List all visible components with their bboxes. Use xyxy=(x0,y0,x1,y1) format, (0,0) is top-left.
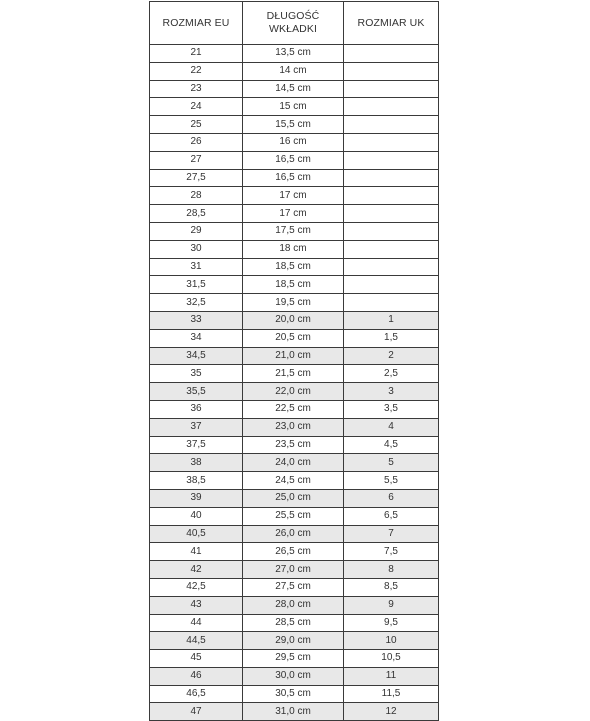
uk-size-cell: 2,5 xyxy=(344,365,439,383)
eu-size-cell: 37,5 xyxy=(150,436,243,454)
eu-size-cell: 38 xyxy=(150,454,243,472)
insole-length-cell: 18,5 cm xyxy=(243,258,344,276)
eu-size-cell: 32,5 xyxy=(150,294,243,312)
eu-size-cell: 25 xyxy=(150,116,243,134)
insole-length-cell: 18 cm xyxy=(243,240,344,258)
eu-size-cell: 23 xyxy=(150,80,243,98)
insole-length-cell: 16,5 cm xyxy=(243,169,344,187)
eu-size-cell: 21 xyxy=(150,45,243,63)
uk-size-cell: 3 xyxy=(344,383,439,401)
eu-size-cell: 33 xyxy=(150,311,243,329)
insole-length-cell: 16,5 cm xyxy=(243,151,344,169)
table-row xyxy=(150,240,439,258)
table-row xyxy=(150,543,439,561)
eu-size-cell: 39 xyxy=(150,489,243,507)
header-uk-size: ROZMIAR UK xyxy=(344,2,439,45)
uk-size-cell: 5 xyxy=(344,454,439,472)
eu-size-cell: 37 xyxy=(150,418,243,436)
eu-size-cell: 45 xyxy=(150,650,243,668)
uk-size-cell xyxy=(344,240,439,258)
table-row xyxy=(150,258,439,276)
eu-size-cell: 29 xyxy=(150,222,243,240)
uk-size-cell xyxy=(344,258,439,276)
eu-size-cell: 47 xyxy=(150,703,243,721)
table-row xyxy=(150,383,439,401)
uk-size-cell: 4,5 xyxy=(344,436,439,454)
uk-size-cell: 10,5 xyxy=(344,650,439,668)
uk-size-cell xyxy=(344,169,439,187)
table-row xyxy=(150,685,439,703)
insole-length-cell: 27,5 cm xyxy=(243,578,344,596)
uk-size-cell: 6 xyxy=(344,489,439,507)
uk-size-cell: 7 xyxy=(344,525,439,543)
insole-length-cell: 26,0 cm xyxy=(243,525,344,543)
uk-size-cell xyxy=(344,205,439,223)
insole-length-cell: 24,0 cm xyxy=(243,454,344,472)
table-row xyxy=(150,80,439,98)
uk-size-cell: 8 xyxy=(344,561,439,579)
uk-size-cell xyxy=(344,151,439,169)
uk-size-cell: 9,5 xyxy=(344,614,439,632)
uk-size-cell: 7,5 xyxy=(344,543,439,561)
table-row xyxy=(150,45,439,63)
table-row xyxy=(150,703,439,721)
table-row xyxy=(150,276,439,294)
size-chart xyxy=(149,1,438,721)
table-row xyxy=(150,472,439,490)
insole-length-cell: 29,0 cm xyxy=(243,632,344,650)
eu-size-cell: 46,5 xyxy=(150,685,243,703)
header-insole-length: DŁUGOŚĆ WKŁADKI xyxy=(243,2,344,45)
insole-length-cell: 25,5 cm xyxy=(243,507,344,525)
insole-length-cell: 22,0 cm xyxy=(243,383,344,401)
insole-length-cell: 23,5 cm xyxy=(243,436,344,454)
table-row xyxy=(150,205,439,223)
table-row xyxy=(150,116,439,134)
header-eu-size: ROZMIAR EU xyxy=(150,2,243,45)
uk-size-cell: 8,5 xyxy=(344,578,439,596)
uk-size-cell xyxy=(344,276,439,294)
table-row xyxy=(150,222,439,240)
insole-length-cell: 28,5 cm xyxy=(243,614,344,632)
table-row xyxy=(150,596,439,614)
insole-length-cell: 29,5 cm xyxy=(243,650,344,668)
eu-size-cell: 40 xyxy=(150,507,243,525)
uk-size-cell xyxy=(344,116,439,134)
table-row xyxy=(150,614,439,632)
uk-size-cell: 11,5 xyxy=(344,685,439,703)
table-row xyxy=(150,151,439,169)
eu-size-cell: 28 xyxy=(150,187,243,205)
uk-size-cell xyxy=(344,98,439,116)
insole-length-cell: 24,5 cm xyxy=(243,472,344,490)
eu-size-cell: 31,5 xyxy=(150,276,243,294)
eu-size-cell: 36 xyxy=(150,400,243,418)
insole-length-cell: 25,0 cm xyxy=(243,489,344,507)
uk-size-cell xyxy=(344,187,439,205)
table-row xyxy=(150,62,439,80)
table-row xyxy=(150,400,439,418)
eu-size-cell: 43 xyxy=(150,596,243,614)
table-row xyxy=(150,525,439,543)
uk-size-cell xyxy=(344,294,439,312)
uk-size-cell xyxy=(344,45,439,63)
eu-size-cell: 35 xyxy=(150,365,243,383)
uk-size-cell: 6,5 xyxy=(344,507,439,525)
eu-size-cell: 38,5 xyxy=(150,472,243,490)
eu-size-cell: 26 xyxy=(150,133,243,151)
insole-length-cell: 14 cm xyxy=(243,62,344,80)
uk-size-cell: 10 xyxy=(344,632,439,650)
table-row xyxy=(150,454,439,472)
table-row xyxy=(150,489,439,507)
table-row xyxy=(150,311,439,329)
eu-size-cell: 42,5 xyxy=(150,578,243,596)
uk-size-cell: 4 xyxy=(344,418,439,436)
insole-length-cell: 21,0 cm xyxy=(243,347,344,365)
uk-size-cell xyxy=(344,80,439,98)
table-row xyxy=(150,365,439,383)
eu-size-cell: 41 xyxy=(150,543,243,561)
uk-size-cell: 2 xyxy=(344,347,439,365)
uk-size-cell: 1 xyxy=(344,311,439,329)
eu-size-cell: 27 xyxy=(150,151,243,169)
table-row xyxy=(150,133,439,151)
insole-length-cell: 21,5 cm xyxy=(243,365,344,383)
eu-size-cell: 44 xyxy=(150,614,243,632)
table-row xyxy=(150,329,439,347)
uk-size-cell xyxy=(344,222,439,240)
table-row xyxy=(150,650,439,668)
size-table-body xyxy=(150,45,439,721)
eu-size-cell: 42 xyxy=(150,561,243,579)
insole-length-cell: 13,5 cm xyxy=(243,45,344,63)
insole-length-cell: 23,0 cm xyxy=(243,418,344,436)
insole-length-cell: 15 cm xyxy=(243,98,344,116)
insole-length-cell: 19,5 cm xyxy=(243,294,344,312)
table-row xyxy=(150,667,439,685)
insole-length-cell: 22,5 cm xyxy=(243,400,344,418)
eu-size-cell: 31 xyxy=(150,258,243,276)
table-row xyxy=(150,418,439,436)
insole-length-cell: 31,0 cm xyxy=(243,703,344,721)
insole-length-cell: 17 cm xyxy=(243,205,344,223)
insole-length-cell: 30,5 cm xyxy=(243,685,344,703)
insole-length-cell: 28,0 cm xyxy=(243,596,344,614)
insole-length-cell: 16 cm xyxy=(243,133,344,151)
eu-size-cell: 30 xyxy=(150,240,243,258)
table-row xyxy=(150,98,439,116)
eu-size-cell: 24 xyxy=(150,98,243,116)
table-row xyxy=(150,632,439,650)
eu-size-cell: 34 xyxy=(150,329,243,347)
uk-size-cell: 12 xyxy=(344,703,439,721)
table-row xyxy=(150,294,439,312)
insole-length-cell: 30,0 cm xyxy=(243,667,344,685)
size-table xyxy=(149,1,439,721)
uk-size-cell: 9 xyxy=(344,596,439,614)
insole-length-cell: 27,0 cm xyxy=(243,561,344,579)
insole-length-cell: 15,5 cm xyxy=(243,116,344,134)
table-row xyxy=(150,561,439,579)
eu-size-cell: 35,5 xyxy=(150,383,243,401)
table-row xyxy=(150,578,439,596)
uk-size-cell xyxy=(344,62,439,80)
header-row xyxy=(150,2,439,45)
insole-length-cell: 20,0 cm xyxy=(243,311,344,329)
table-row xyxy=(150,436,439,454)
eu-size-cell: 40,5 xyxy=(150,525,243,543)
eu-size-cell: 44,5 xyxy=(150,632,243,650)
insole-length-cell: 18,5 cm xyxy=(243,276,344,294)
eu-size-cell: 28,5 xyxy=(150,205,243,223)
uk-size-cell: 1,5 xyxy=(344,329,439,347)
insole-length-cell: 26,5 cm xyxy=(243,543,344,561)
eu-size-cell: 22 xyxy=(150,62,243,80)
uk-size-cell: 11 xyxy=(344,667,439,685)
uk-size-cell: 5,5 xyxy=(344,472,439,490)
uk-size-cell: 3,5 xyxy=(344,400,439,418)
table-row xyxy=(150,187,439,205)
table-row xyxy=(150,169,439,187)
eu-size-cell: 34,5 xyxy=(150,347,243,365)
eu-size-cell: 27,5 xyxy=(150,169,243,187)
table-row xyxy=(150,507,439,525)
uk-size-cell xyxy=(344,133,439,151)
insole-length-cell: 17 cm xyxy=(243,187,344,205)
insole-length-cell: 14,5 cm xyxy=(243,80,344,98)
insole-length-cell: 17,5 cm xyxy=(243,222,344,240)
eu-size-cell: 46 xyxy=(150,667,243,685)
insole-length-cell: 20,5 cm xyxy=(243,329,344,347)
table-row xyxy=(150,347,439,365)
